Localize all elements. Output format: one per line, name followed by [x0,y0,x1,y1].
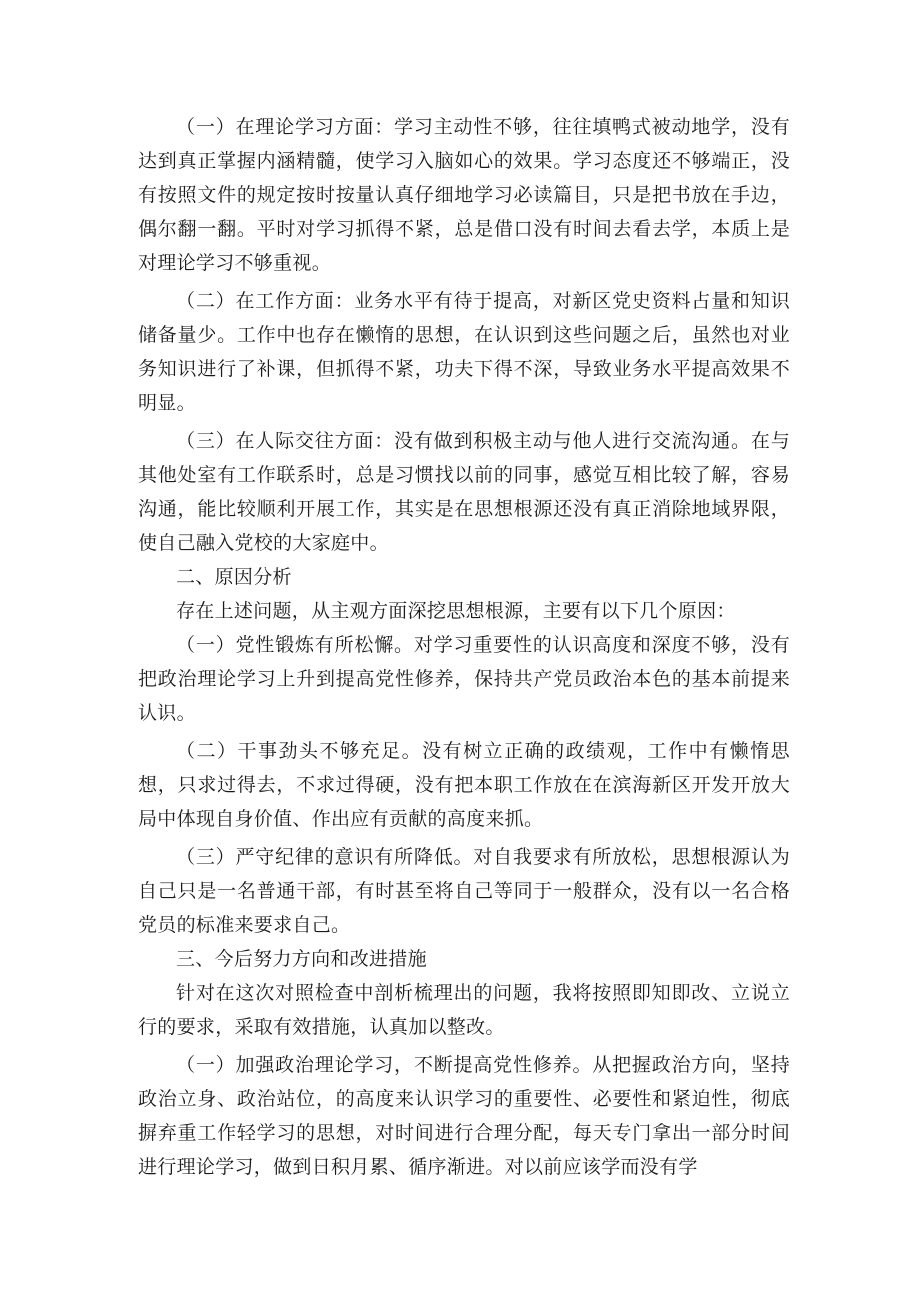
document-page [138,110,790,1184]
section-heading-cause-analysis: 二、原因分析 [176,566,292,588]
paragraph-improvement-1: （一）加强政治理论学习，不断提高党性修养。从把握政治方向，坚持政治立身、政治站位，的高度来认识学习的重要性、必要性和紧迫性，彻底摒弃重工作轻学习的思想，对时间进行合理分配，每天专门拿出一部分时间进行理论学习，做到日积月累、循序渐进。对以前应该学而没有学 [138,1054,790,1178]
paragraph-cause-2: （二）干事劲头不够充足。没有树立正确的政绩观，工作中有懒惰思想，只求过得去，不求过得硬，没有把本职工作放在在滨海新区开发开放大局中体现自身价值、作出应有贡献的高度来抓。 [138,740,790,830]
paragraph-cause-1: （一）党性锻炼有所松懈。对学习重要性的认识高度和深度不够，没有把政治理论学习上升到提高党性修养，保持共产党员政治本色的基本前提来认识。 [138,634,790,724]
paragraph-interpersonal: （三）在人际交往方面：没有做到积极主动与他人进行交流沟通。在与其他处室有工作联系时，总是习惯找以前的同事，感觉互相比较了解，容易沟通，能比较顺利开展工作，其实是在思想根源还没有真正消除地域界限，使自己融入党校的大家庭中。 [138,430,790,554]
section-heading-improvement: 三、今后努力方向和改进措施 [176,948,427,970]
paragraph-cause-intro: 存在上述问题，从主观方面深挖思想根源，主要有以下几个原因： [176,600,736,622]
paragraph-work: （二）在工作方面：业务水平有待于提高，对新区党史资料占量和知识储备量少。工作中也存在懒惰的思想，在认识到这些问题之后，虽然也对业务知识进行了补课，但抓得不紧，功夫下得不深，导致业务水平提高效果不明显。 [138,290,790,414]
paragraph-improvement-intro: 针对在这次对照检查中剖析梳理出的问题，我将按照即知即改、立说立行的要求，采取有效措施，认真加以整改。 [138,982,790,1038]
paragraph-theory-study: （一）在理论学习方面：学习主动性不够，往往填鸭式被动地学，没有达到真正掌握内涵精髓，使学习入脑如心的效果。学习态度还不够端正，没有按照文件的规定按时按量认真仔细地学习必读篇目，只是把书放在手边，偶尔翻一翻。平时对学习抓得不紧，总是借口没有时间去看去学，本质上是对理论学习不够重视。 [138,116,790,274]
paragraph-cause-3: （三）严守纪律的意识有所降低。对自我要求有所放松，思想根源认为自己只是一名普通干部，有时甚至将自己等同于一般群众，没有以一名合格党员的标准来要求自己。 [138,846,790,936]
